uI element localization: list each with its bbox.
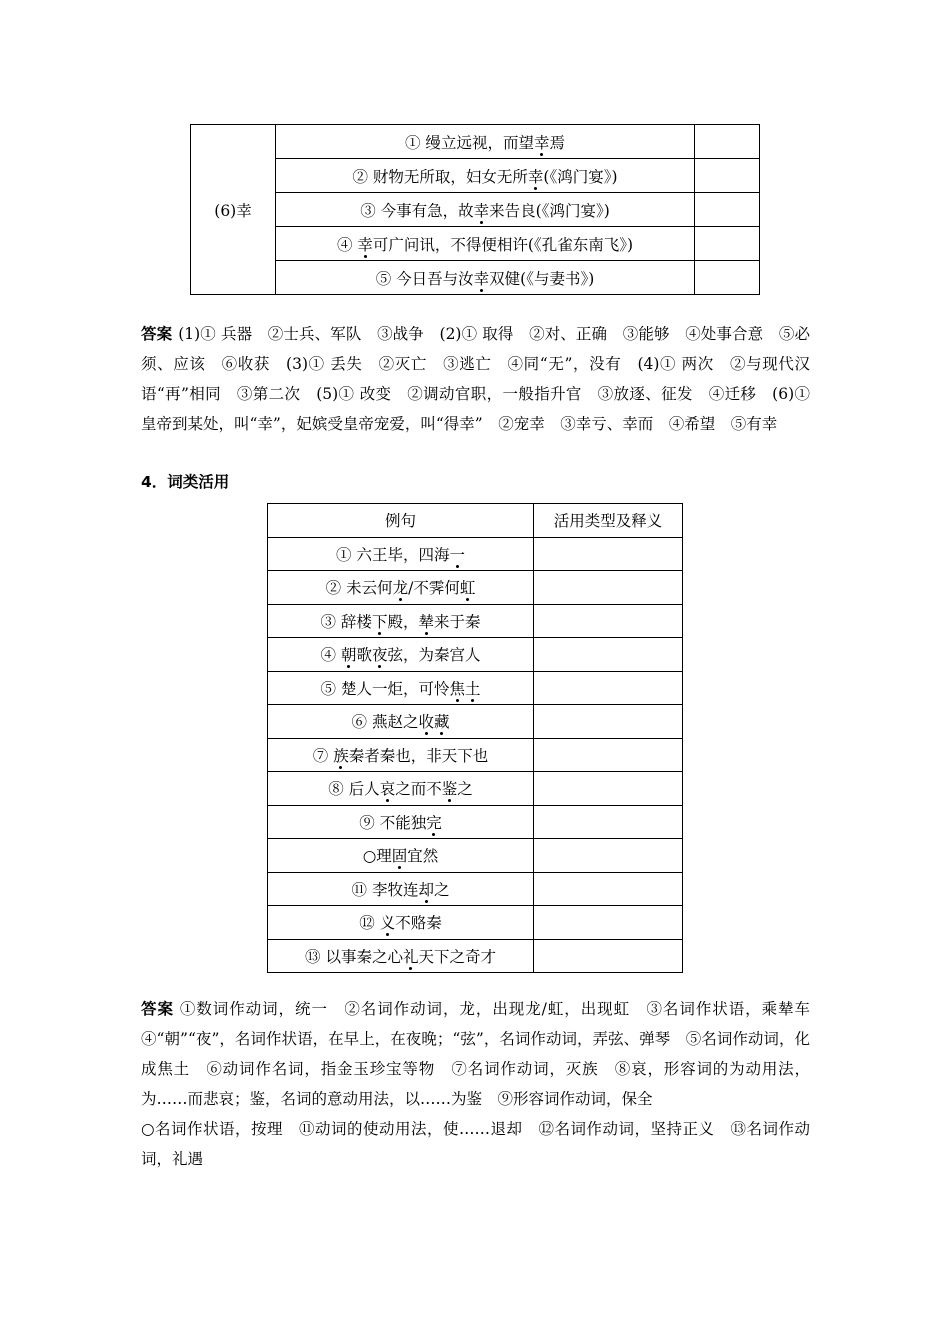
table-row: [268, 805, 683, 839]
answer-text-tail: ○名词作状语，按理 ⑪动词的使动用法，使……退却 ⑫名词作动词，坚持正义 ⑬名词作动词，礼遇: [141, 1120, 810, 1168]
answer-cell: [534, 906, 683, 940]
example-sentence: ⑤ 楚人一炬，可怜焦土: [268, 671, 534, 705]
example-sentence: ⑬ 以事秦之心礼天下之奇才: [268, 939, 534, 973]
table-row: [268, 939, 683, 973]
answer-cell: [695, 159, 760, 193]
table-row: [268, 906, 683, 940]
example-sentence: ⑫ 义不赂秦: [268, 906, 534, 940]
table-row: [268, 705, 683, 739]
answer-cell: [534, 638, 683, 672]
table-row: [268, 772, 683, 806]
answer-text: ①数词作动词，统一 ②名词作动词，龙，出现龙/虹，出现虹 ③名词作状语，乘辇车 ④“朝”“夜”，名词作状语，在早上，在夜晚；“弦”，名词作动词，弄弦、弹琴 ⑤名词作动词，化成焦土 ⑥动词作名词，指金玉珍宝等物 ⑦名词作动词，灭族 ⑧哀，形容词的为动用法，为……而悲哀；鉴，名词的意动用法，以……为鉴 ⑨形容词作动词，保全: [141, 1000, 826, 1108]
table-row: [268, 738, 683, 772]
answer-cell: [695, 125, 760, 159]
example-sentence: ① 缦立远视，而望幸焉: [276, 125, 695, 159]
example-sentence: ⑧ 后人哀之而不鉴之: [268, 772, 534, 806]
answer-cell: [695, 261, 760, 295]
example-sentence: ② 财物无所取，妇女无所幸(《鸿门宴》): [276, 159, 695, 193]
header-type: 活用类型及释义: [534, 504, 683, 538]
answer-cell: [534, 839, 683, 873]
example-sentence: ① 六王毕，四海一: [268, 537, 534, 571]
table-row: [268, 839, 683, 873]
answer-cell: [534, 872, 683, 906]
section-title: 4．词类活用: [141, 473, 230, 491]
table-row: [268, 872, 683, 906]
word-label: (6)幸: [191, 125, 276, 295]
answer-cell: [534, 738, 683, 772]
table-row: [268, 604, 683, 638]
answer-label: 答案: [141, 1000, 174, 1018]
table-row: [268, 671, 683, 705]
example-sentence: ④ 幸可广问讯，不得便相许(《孔雀东南飞》): [276, 227, 695, 261]
answer-paragraph: [141, 994, 826, 1174]
word-usage-table: [267, 503, 683, 973]
example-sentence: ④ 朝歌夜弦，为秦宫人: [268, 638, 534, 672]
answer-cell: [534, 671, 683, 705]
answer-text: (1)① 兵器 ②士兵、军队 ③战争 (2)① 取得 ②对、正确 ③能够 ④处事合意 ⑤必须、应该 ⑥收获 (3)① 丢失 ②灭亡 ③逃亡 ④同“无”，没有 (4)① 两次 ②与现代汉语“再”相同 ③第二次 (5)① 改变 ②调动官职，一般指升官 ③放逐、征发 ④迁移 (6)① 皇帝到某处，叫“幸”，妃嫔受皇帝宠爱，叫“得幸” ②宠幸 ③幸亏、幸而 ④希望 ⑤有幸: [141, 325, 810, 433]
example-sentence: ⑨ 不能独完: [268, 805, 534, 839]
example-sentence: ③ 今事有急，故幸来告良(《鸿门宴》): [276, 193, 695, 227]
example-sentence: ○理固宜然: [268, 839, 534, 873]
answer-cell: [534, 604, 683, 638]
answer-cell: [534, 571, 683, 605]
answer-cell: [695, 227, 760, 261]
example-sentence: ⑦ 族秦者秦也，非天下也: [268, 738, 534, 772]
example-sentence: ③ 辞楼下殿，辇来于秦: [268, 604, 534, 638]
answer-cell: [695, 193, 760, 227]
example-sentence: ② 未云何龙/不霁何虹: [268, 571, 534, 605]
answer-cell: [534, 705, 683, 739]
header-example: 例句: [268, 504, 534, 538]
answer-label: 答案: [141, 325, 173, 343]
answer-cell: [534, 537, 683, 571]
answer-cell: [534, 772, 683, 806]
answer-cell: [534, 939, 683, 973]
table-row: [268, 571, 683, 605]
table-row: [268, 638, 683, 672]
table-row: [268, 537, 683, 571]
answer-cell: [534, 805, 683, 839]
example-sentence: ⑥ 燕赵之收藏: [268, 705, 534, 739]
example-sentence: ⑤ 今日吾与汝幸双健(《与妻书》): [276, 261, 695, 295]
answer-paragraph: [141, 319, 810, 439]
word-meaning-table: [190, 124, 760, 295]
example-sentence: ⑪ 李牧连却之: [268, 872, 534, 906]
